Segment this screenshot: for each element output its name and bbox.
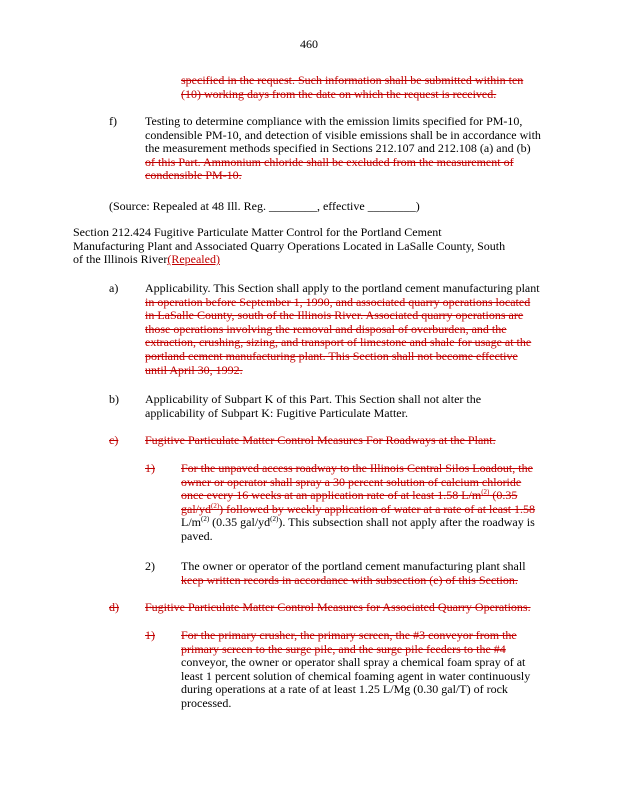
item-label-c1: 1) — [145, 461, 155, 475]
text-line: paved. — [181, 528, 213, 543]
text-line: until April 30, 1992. — [145, 362, 243, 377]
text-run: ). This subsection shall not apply after the roadway is — [278, 515, 535, 530]
superscript: (2) — [481, 488, 490, 497]
text-line: those operations involving the removal and disposal of overburden, and the — [145, 321, 507, 336]
heading-line — [73, 253, 505, 267]
text-line: (10) working days from the date on which the request is received. — [181, 86, 497, 101]
text-line: keep written records in accordance with subsection (e) of this Section. — [181, 572, 518, 587]
text-line: Applicability. This Section shall apply to the portland cement manufacturing plant — [145, 281, 540, 295]
heading-line: Manufacturing Plant and Associated Quarry Operations Located in LaSalle County, South — [73, 238, 506, 253]
text-line: in LaSalle County, south of the Illinois River. Associated quarry operations are — [145, 308, 524, 323]
text-line: portland cement manufacturing plant. This Section shall not become effective — [145, 348, 518, 363]
superscript: (2) — [270, 515, 279, 524]
page-number: 460 — [300, 37, 318, 51]
item-label-d1: 1) — [145, 628, 155, 642]
text-run: gal/yd — [181, 501, 211, 516]
source-note: (Source: Repealed at 48 Ill. Reg. ________, effective ________) — [109, 199, 420, 213]
text-line: Applicability of Subpart K of this Part. This Section shall not alter the — [145, 392, 482, 406]
paragraph-f — [145, 115, 541, 183]
text-line: during operations at a rate of at least 1.25 L/Mg (0.30 gal/T) of rock — [181, 682, 508, 697]
heading-text: of the Illinois River — [73, 252, 168, 267]
paragraph-a — [145, 282, 540, 377]
text-line: applicability of Subpart K: Fugitive Particulate Matter. — [145, 405, 408, 420]
text-line: extraction, crushing, sizing, and transport of limestone and shale for usage at the — [145, 335, 532, 350]
heading-line: Section 212.424 Fugitive Particulate Matter Control for the Portland Cement — [73, 225, 442, 239]
text-run: (0.35 gal/yd — [209, 515, 271, 530]
superscript: (2) — [211, 501, 220, 510]
item-label-f: f) — [109, 114, 117, 128]
text-line: condensible PM-10. — [145, 168, 242, 183]
continued-paragraph — [181, 74, 523, 101]
text-run: once every 16 weeks at an application rate of at least 1.58 L/m — [181, 488, 482, 503]
text-line: The owner or operator of the portland cement manufacturing plant shall — [181, 559, 526, 573]
text-line: owner or operator shall spray a 30 percent solution of calcium chloride — [181, 474, 522, 489]
text-run: (0.35 — [489, 488, 518, 503]
paragraph-b — [145, 393, 481, 420]
subsection-title-c: Fugitive Particulate Matter Control Measures For Roadways at the Plant. — [145, 433, 496, 447]
item-label-a: a) — [109, 281, 119, 295]
text-line — [181, 516, 535, 530]
text-line: Testing to determine compliance with the emission limits specified for PM-10, — [145, 114, 523, 128]
text-run: ) followed by weekly application of water at a rate of at least 1.58 — [219, 501, 536, 516]
text-line — [181, 503, 535, 517]
repealed-insertion: (Repealed) — [167, 252, 220, 267]
text-line: of this Part. Ammonium chloride shall be excluded from the measurement of — [145, 154, 514, 169]
section-heading — [73, 226, 505, 267]
text-line: in operation before September 1, 1990, and associated quarry operations located — [145, 294, 531, 309]
text-line — [181, 489, 535, 503]
text-line: condensible PM-10, and detection of visible emissions shall be in accordance with — [145, 127, 541, 142]
subsection-title-d: Fugitive Particulate Matter Control Measures for Associated Quarry Operations. — [145, 600, 531, 614]
superscript: (2) — [201, 515, 210, 524]
item-label-c: c) — [109, 433, 119, 447]
text-line: specified in the request. Such information shall be submitted within ten — [181, 73, 524, 87]
text-line: primary screen to the surge pile, and the surge pile feeders to the #4 — [181, 641, 506, 656]
text-line: the measurement methods specified in Sections 212.107 and 212.108 (a) and (b) — [145, 141, 531, 156]
item-label-b: b) — [109, 392, 119, 406]
paragraph-c2 — [181, 560, 526, 587]
text-run: L/m — [181, 515, 201, 530]
text-line: least 1 percent solution of chemical foaming agent in water continuously — [181, 668, 531, 683]
text-line: For the unpaved access roadway to the Illinois Central Silos Loadout, the — [181, 461, 533, 475]
text-line: conveyor, the owner or operator shall spray a chemical foam spray of at — [181, 655, 526, 670]
paragraph-c1 — [181, 462, 535, 544]
item-label-d: d) — [109, 600, 119, 614]
text-line: processed. — [181, 695, 232, 710]
text-line: For the primary crusher, the primary screen, the #3 conveyor from the — [181, 628, 517, 642]
paragraph-d1 — [181, 629, 530, 711]
item-label-c2: 2) — [145, 559, 155, 573]
